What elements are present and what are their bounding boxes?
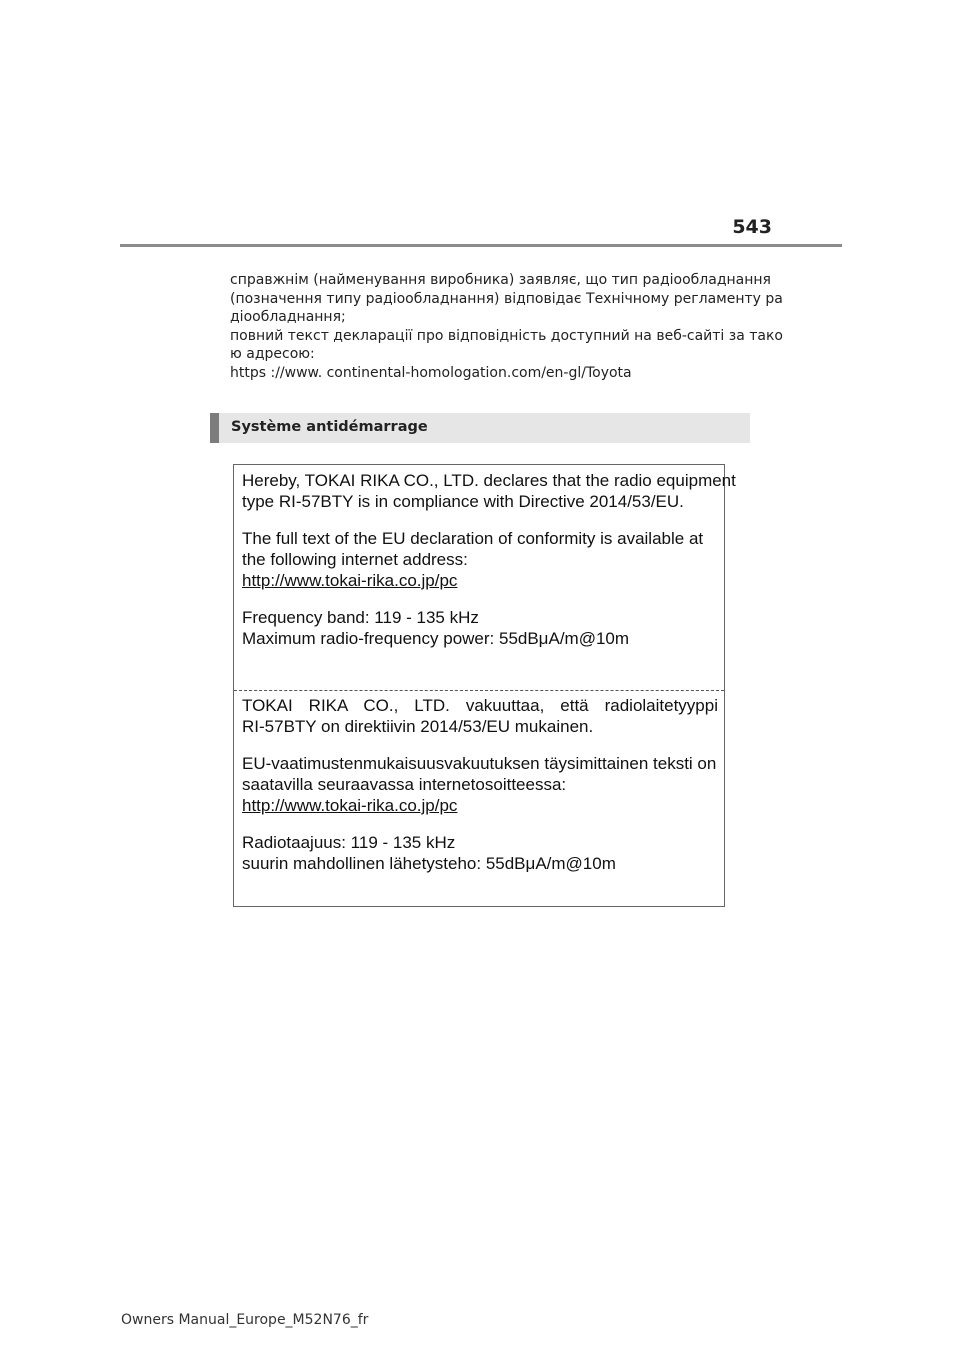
footer-text: Owners Manual_Europe_M52N76_fr xyxy=(121,1312,369,1328)
frequency-band: Frequency band: 119 - 135 kHz xyxy=(242,608,479,627)
intro-line: справжнім (найменування виробника) заявляє, що тип радіообладнання xyxy=(230,272,771,288)
header-rule xyxy=(120,244,842,247)
ukrainian-declaration xyxy=(230,271,783,383)
max-rf-power: suurin mahdollinen lähetysteho: 55dBμA/m@10m xyxy=(242,854,616,873)
declaration-text-line: the following internet address: xyxy=(242,550,468,569)
declaration-line: RI-57BTY on direktiivin 2014/53/EU mukainen. xyxy=(242,717,594,736)
intro-line: діообладнання; xyxy=(230,309,346,326)
finnish-declaration xyxy=(242,695,718,874)
declaration-line: Hereby, TOKAI RIKA CO., LTD. declares that the radio equipment xyxy=(242,471,736,490)
intro-line: повний текст декларації про відповідність доступний на веб-сайті за тако xyxy=(230,327,783,344)
declaration-text-line: EU-vaatimustenmukaisuusvakuutuksen täysimittainen teksti on xyxy=(242,754,717,773)
compliance-label xyxy=(233,464,736,907)
section-title: Système antidémarrage xyxy=(231,419,428,435)
frequency-band: Radiotaajuus: 119 - 135 kHz xyxy=(242,833,456,852)
section-header xyxy=(210,413,750,443)
declaration-text-line: The full text of the EU declaration of conformity is available at xyxy=(242,529,704,548)
declaration-text-line: saatavilla seuraavassa internetosoitteessa: xyxy=(242,775,567,794)
dashed-divider xyxy=(234,690,724,691)
declaration-url-link[interactable]: http://www.tokai-rika.co.jp/pc xyxy=(242,796,458,815)
declaration-url-link[interactable]: http://www.tokai-rika.co.jp/pc xyxy=(242,571,458,590)
intro-url: https ://www. continental-homologation.com/en-gl/Toyota xyxy=(230,364,632,381)
intro-line: (позначення типу радіообладнання) відповідає Технічному регламенту ра xyxy=(230,290,783,307)
english-declaration xyxy=(242,470,736,649)
intro-line: ю адресою: xyxy=(230,346,315,363)
page-number: 543 xyxy=(732,216,772,238)
max-rf-power: Maximum radio-frequency power: 55dBμA/m@10m xyxy=(242,629,630,648)
declaration-line: type RI-57BTY is in compliance with Directive 2014/53/EU. xyxy=(242,492,684,511)
declaration-line: TOKAI RIKA CO., LTD. vakuuttaa, että radiolaitetyyppi xyxy=(242,696,718,715)
